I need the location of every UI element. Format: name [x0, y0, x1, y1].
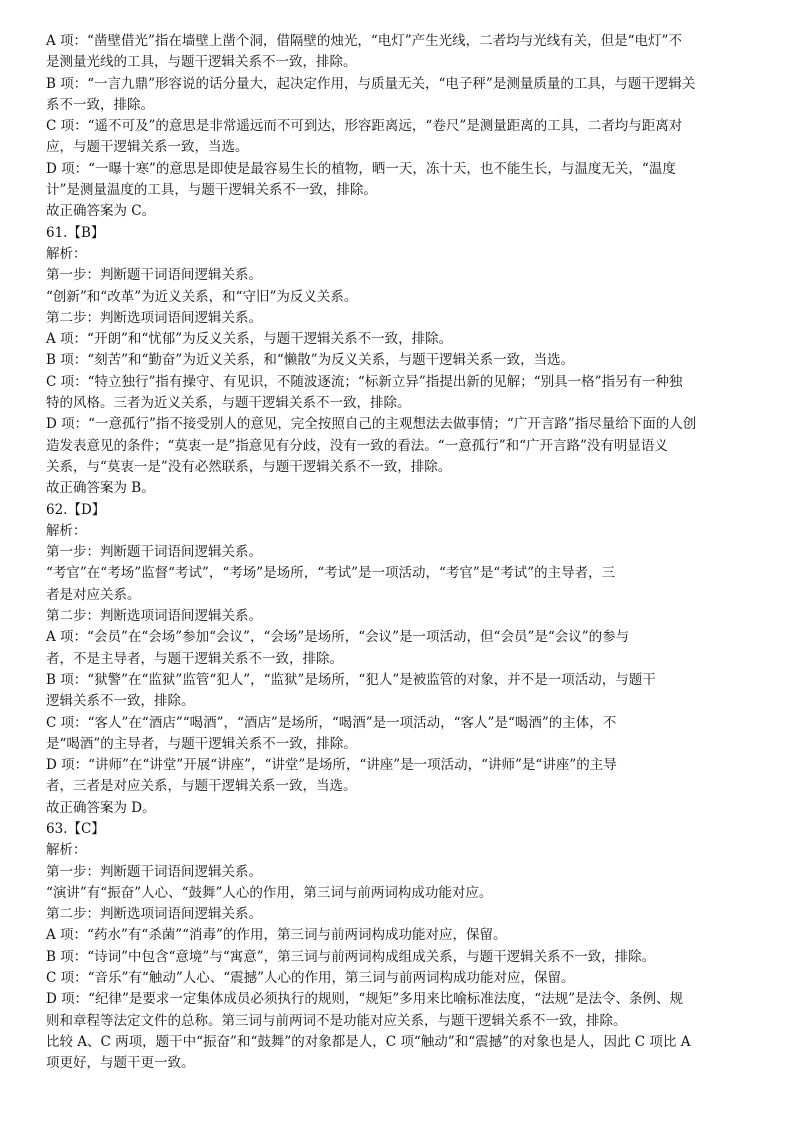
text-line: 计”是测量温度的工具，与题干逻辑关系不一致，排除。 — [46, 182, 377, 199]
answer-line: 故正确答案为 C。 — [46, 203, 156, 220]
answer-line: 故正确答案为 B。 — [46, 480, 155, 497]
text-line: 者，不是主导者，与题干逻辑关系不一致，排除。 — [46, 650, 343, 667]
text-line: “创新”和“改革”为近义关系，和“守旧”为反义关系。 — [46, 288, 358, 305]
question-number: 63.【C】 — [46, 820, 105, 837]
text-line: C 项：“客人”在“酒店”“喝酒”，“酒店”是场所，“喝酒”是一项活动，“客人”是“喝酒”的主体，不 — [46, 714, 617, 731]
text-line: 是“喝酒”的主导者，与题干逻辑关系不一致，排除。 — [46, 735, 357, 752]
text-line: C 项：“遥不可及”的意思是非常遥远而不可到达，形容距离远，“卷尺”是测量距离的工具，二者均与距离对 — [46, 118, 683, 135]
text-line: 第一步：判断题干词语间逻辑关系。 — [46, 544, 262, 561]
text-line: 特的风格。三者为近义关系，与题干逻辑关系不一致，排除。 — [46, 395, 411, 412]
text-line: B 项：“狱警”在“监狱”监管“犯人”，“监狱”是场所，“犯人”是被监管的对象，并不是一项活动，与题干 — [46, 671, 656, 688]
text-line: 系不一致，排除。 — [46, 96, 154, 113]
text-line: 第二步：判断选项词语间逻辑关系。 — [46, 906, 262, 923]
text-line: 第一步：判断题干词语间逻辑关系。 — [46, 863, 262, 880]
text-line: D 项：“一意孤行”指不接受别人的意见，完全按照自己的主观想法去做事情；“广开言路”指尽量给下面的人创 — [46, 416, 697, 433]
text-line: C 项：“特立独行”指有操守、有见识，不随波逐流；“标新立异”指提出新的见解；“别具一格”指另有一种独 — [46, 373, 683, 390]
text-line: C 项：“音乐”有“触动”人心、“震撼”人心的作用，第三词与前两词构成功能对应，保留。 — [46, 970, 575, 987]
analysis-heading: 解析： — [46, 842, 87, 859]
question-number: 61.【B】 — [46, 224, 105, 241]
analysis-heading: 解析： — [46, 245, 87, 262]
text-line: 者是对应关系。 — [46, 586, 141, 603]
text-line: 第二步：判断选项词语间逻辑关系。 — [46, 309, 262, 326]
text-line: D 项：“讲师”在“讲堂”开展“讲座”，“讲堂”是场所，“讲座”是一项活动，“讲师”是“讲座”的主导 — [46, 757, 617, 774]
text-line: A 项：“凿壁借光”指在墙壁上凿个洞，借隔壁的烛光，“电灯”产生光线，二者均与光线有关，但是“电灯”不 — [46, 33, 682, 49]
text-line: 逻辑关系不一致，排除。 — [46, 693, 195, 710]
text-line: D 项：“一曝十寒”的意思是即使是最容易生长的植物，晒一天，冻十天，也不能生长，与温度无关，“温度 — [46, 160, 676, 177]
analysis-heading: 解析： — [46, 522, 87, 539]
text-line: “演讲”有“振奋”人心、“鼓舞”人心的作用，第三词与前两词构成功能对应。 — [46, 884, 493, 901]
text-line: 第一步：判断题干词语间逻辑关系。 — [46, 267, 262, 284]
text-line: A 项：“开朗”和“忧郁”为反义关系，与题干逻辑关系不一致，排除。 — [46, 331, 453, 348]
text-line: 关系，与“莫衷一是”没有必然联系，与题干逻辑关系不一致，排除。 — [46, 458, 452, 475]
text-line: A 项：“会员”在“会场”参加“会议”，“会场”是场所，“会议”是一项活动，但“会员”是“会议”的参与 — [46, 629, 630, 646]
text-line: 者，三者是对应关系，与题干逻辑关系一致，当选。 — [46, 778, 357, 795]
question-number: 62.【D】 — [46, 501, 106, 518]
text-line: 应，与题干逻辑关系一致，当选。 — [46, 139, 249, 156]
text-line: “考官”在“考场”监督“考试”，“考场”是场所，“考试”是一项活动，“考官”是“考试”的主导者，三 — [46, 565, 616, 582]
text-line: 是测量光线的工具，与题干逻辑关系不一致，排除。 — [46, 54, 357, 71]
text-line: D 项：“纪律”是要求一定集体成员必须执行的规则，“规矩”多用来比喻标准法度，“法规”是法令、条例、规 — [46, 991, 684, 1008]
text-line: 比较 A、C 两项，题干中“振奋”和“鼓舞”的对象都是人，C 项“触动”和“震撼”的对象也是人，因此 C 项比 A — [46, 1033, 691, 1050]
text-line: 造发表意见的条件；“莫衷一是”指意见有分歧，没有一致的看法。“一意孤行”和“广开言路”没有明显语义 — [46, 437, 668, 454]
text-line: B 项：“一言九鼎”形容说的话分量大，起决定作用，与质量无关，“电子秤”是测量质量的工具，与题干逻辑关 — [46, 75, 696, 92]
text-line: 第二步：判断选项词语间逻辑关系。 — [46, 608, 262, 625]
text-line: B 项：“诗词”中包含“意境”与“寓意”，第三词与前两词构成组成关系，与题干逻辑关系不一致，排除。 — [46, 948, 656, 965]
text-line: B 项：“刻苦”和“勤奋”为近义关系，和“懒散”为反义关系，与题干逻辑关系一致，当选。 — [46, 352, 575, 369]
text-line: 项更好，与题干更一致。 — [46, 1055, 195, 1072]
text-line: 则和章程等法定文件的总称。第三词与前两词不是功能对应关系，与题干逻辑关系不一致，排除。 — [46, 1012, 627, 1029]
text-line: A 项：“药水”有“杀菌”“消毒”的作用，第三词与前两词构成功能对应，保留。 — [46, 927, 507, 944]
answer-line: 故正确答案为 D。 — [46, 799, 156, 816]
